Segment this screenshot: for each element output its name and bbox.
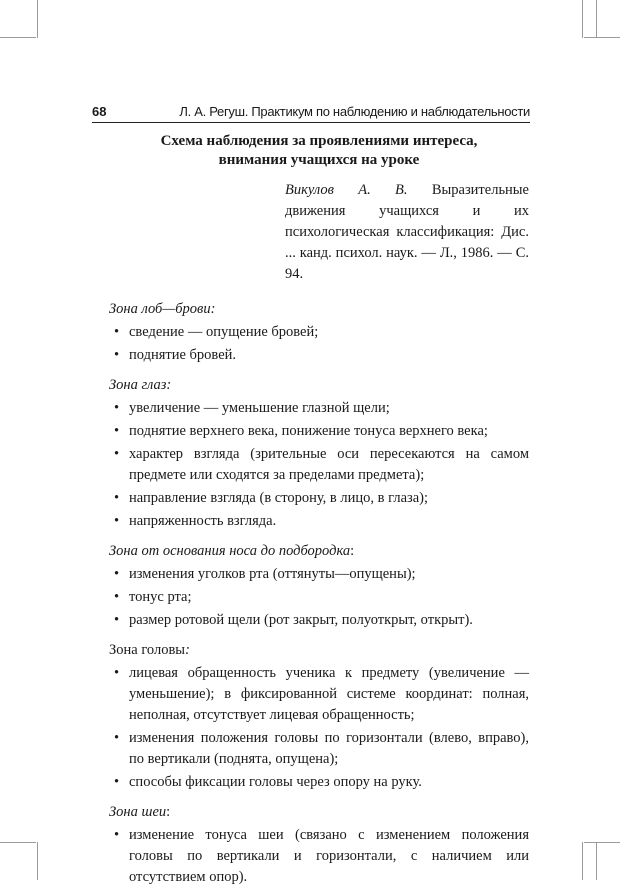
zone-neck [109,802,529,888]
zone-list [109,663,529,793]
list-item: • способы фиксации головы через опору на руку. [114,774,422,790]
page-content [109,132,529,888]
crop-mark [0,37,36,38]
crop-mark [582,842,583,880]
running-header [92,102,530,123]
title-line-1: Схема наблюдения за проявлениями интереса, [160,133,478,149]
list-item: • направление взгляда (в сторону, в лицо, в глаза); [114,490,429,506]
crop-mark [584,37,620,38]
zone-heading: Зона лоб—брови: [109,301,216,317]
crop-mark [596,842,597,880]
crop-mark [582,0,583,38]
zone-heading: Зона головы: [109,642,190,658]
list-item: • изменение тонуса шеи (связано с изменением положения головы по вертикали и горизонтали, с наличием или отсутствием опор). [114,827,529,885]
list-item: • характер взгляда (зрительные оси пересекаются на самом предмете или сходятся за пределами предмета); [114,446,529,483]
list-item: • изменения уголков рта (оттянуты—опущены); [114,566,416,582]
list-item: • сведение — опущение бровей; [114,324,319,340]
page-number: 68 [92,104,107,119]
crop-mark [584,842,620,843]
list-item: • поднятие бровей. [114,347,237,363]
list-item: • лицевая обращенность ученика к предмету (увеличение — уменьшение); в фиксированной системе координат: полная, неполная, отсутствует лицевая обращенность; [114,665,529,723]
crop-mark [37,842,38,880]
zone-list [109,564,529,631]
zone-list [109,825,529,888]
reference [285,180,529,285]
reference-text: Выразительные движения учащихся и их психологическая классификация: Дис. ... канд. психол. наук. — Л., 1986. — С. 94. [285,182,529,282]
crop-mark [0,842,36,843]
reference-author: Викулов А. В. [285,182,408,198]
zone-heading: Зона шеи: [109,804,171,820]
crop-mark [37,0,38,38]
zone-heading: Зона глаз: [109,377,172,393]
zone-nose-chin [109,541,529,631]
list-item: • размер ротовой щели (рот закрыт, полуоткрыт, открыт). [114,612,473,628]
list-item: • поднятие верхнего века, понижение тонуса верхнего века; [114,423,488,439]
crop-mark [596,0,597,38]
zone-eyes [109,375,529,532]
list-item: • тонус рта; [114,589,192,605]
title-line-2: внимания учащихся на уроке [218,152,420,168]
list-item: • увеличение — уменьшение глазной щели; [114,400,390,416]
section-title [109,132,529,170]
zone-list [109,398,529,532]
zone-forehead-brows [109,299,529,366]
zone-heading: Зона от основания носа до подбородка: [109,543,355,559]
list-item: • напряженность взгляда. [114,513,277,529]
list-item: • изменения положения головы по горизонтали (влево, вправо), по вертикали (поднята, опущена); [114,730,529,767]
running-title: Л. А. Регуш. Практикум по наблюдению и наблюдательности [179,104,530,119]
zone-head [109,640,529,793]
zone-list [109,322,529,366]
